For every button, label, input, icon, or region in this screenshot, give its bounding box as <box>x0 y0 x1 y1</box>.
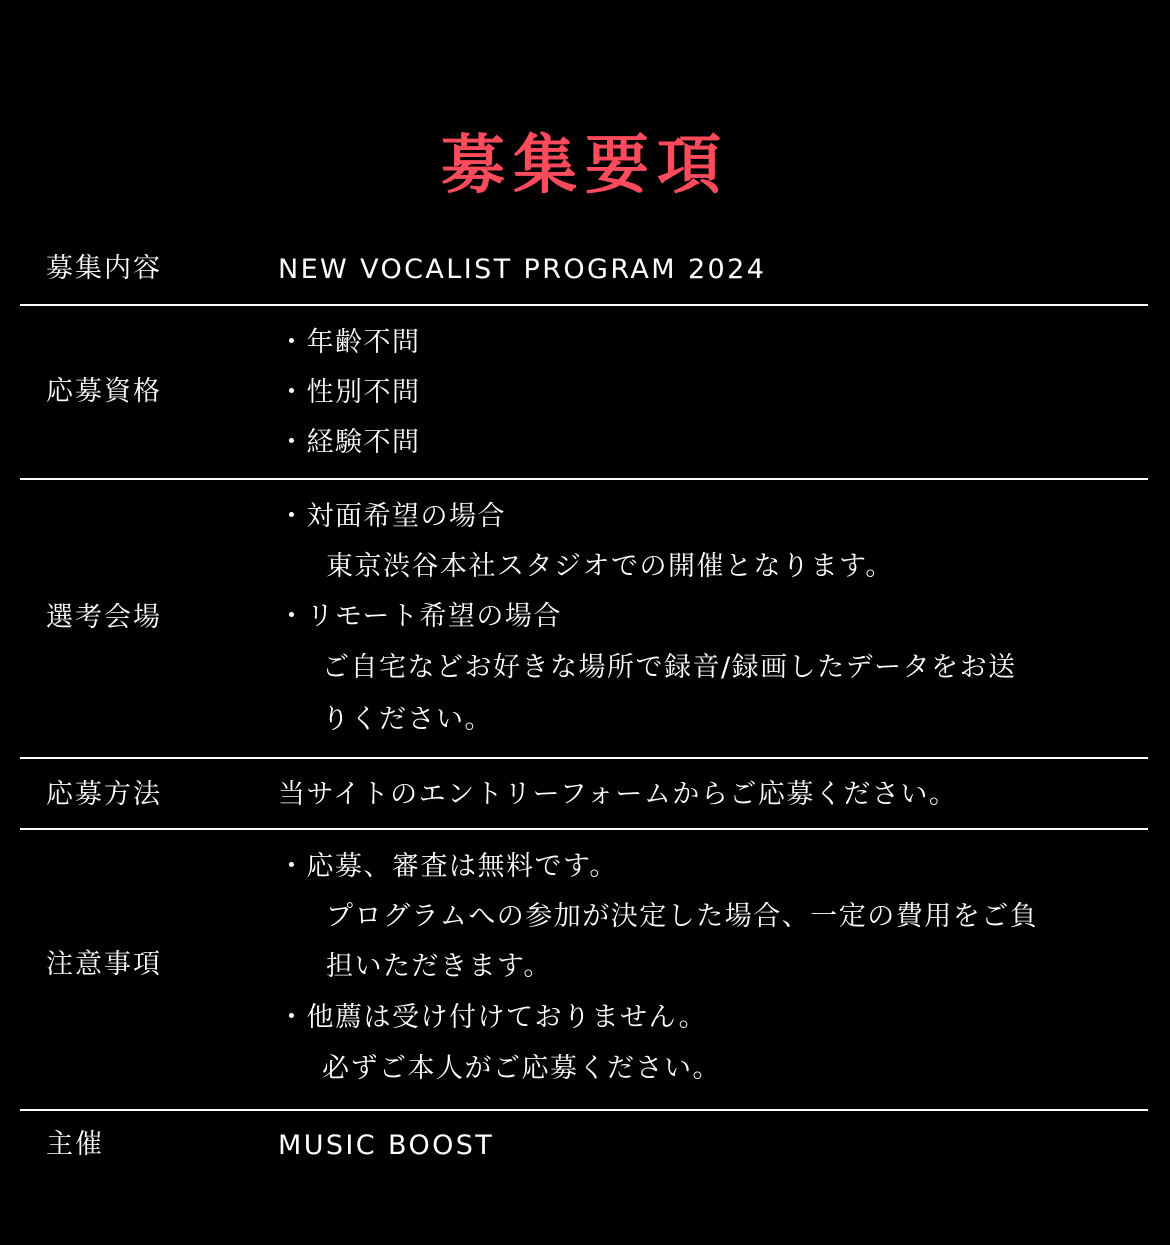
value-line: ・対面希望の場合 <box>278 501 506 532</box>
value-line: 東京渋谷本社スタジオでの開催となります。 <box>326 551 894 582</box>
row-label: 選考会場 <box>46 602 162 633</box>
row-label: 主催 <box>46 1129 104 1160</box>
page-title: 募集要項 <box>441 129 729 203</box>
value-line: ・他薦は受け付けておりません。 <box>278 1002 708 1033</box>
row-application-method <box>20 759 1148 830</box>
value-line: ・経験不問 <box>278 427 421 458</box>
row-notes <box>20 830 1148 1111</box>
value-line: ・年齢不問 <box>278 327 421 358</box>
value-line: ・リモート希望の場合 <box>278 601 562 632</box>
value-line: ご自宅などお好きな場所で録音/録画したデータをお送 <box>322 652 1017 683</box>
row-label: 応募方法 <box>46 779 162 810</box>
value-line: りください。 <box>322 704 493 735</box>
guidelines-table <box>20 232 1148 1185</box>
value-line: 必ずご本人がご応募ください。 <box>322 1053 721 1084</box>
value-line: NEW VOCALIST PROGRAM 2024 <box>278 254 767 285</box>
row-label: 注意事項 <box>46 949 162 980</box>
value-line: ・性別不問 <box>278 377 421 408</box>
row-value <box>278 492 1138 746</box>
value-line: 担いただきます。 <box>326 951 552 982</box>
row-organizer <box>20 1111 1148 1185</box>
row-value <box>278 842 1138 1094</box>
value-line: ・応募、審査は無料です。 <box>278 851 618 882</box>
row-value <box>278 245 1138 295</box>
row-selection-venue <box>20 480 1148 759</box>
value-line: 当サイトのエントリーフォームからご応募ください。 <box>278 779 958 810</box>
row-value <box>278 1121 1138 1171</box>
row-value <box>278 770 1138 820</box>
row-recruitment-content <box>20 232 1148 306</box>
row-label: 募集内容 <box>46 253 162 284</box>
value-line: MUSIC BOOST <box>278 1130 495 1161</box>
value-line: プログラムへの参加が決定した場合、一定の費用をご負 <box>326 901 1039 932</box>
row-eligibility <box>20 306 1148 480</box>
row-label: 応募資格 <box>46 376 162 407</box>
row-value <box>278 318 1138 468</box>
